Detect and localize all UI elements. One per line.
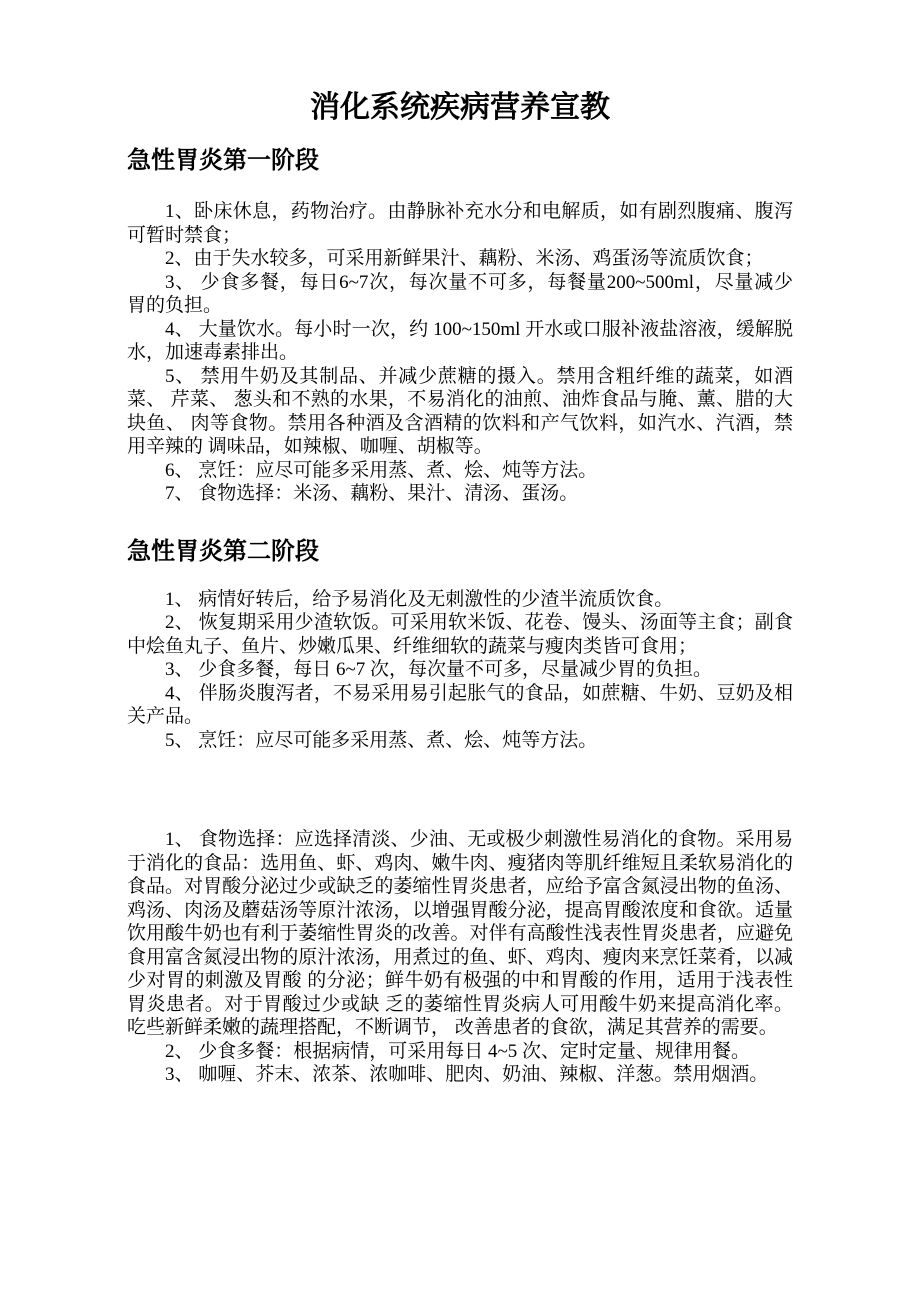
s2-list-item-4: 4、 伴肠炎腹泻者，不易采用易引起胀气的食品，如蔗糖、牛奶、豆奶及相关产品。 — [127, 682, 793, 727]
s2-list-item-5: 5、 烹饪：应尽可能多采用蒸、煮、烩、炖等方法。 — [165, 729, 598, 751]
s1-list-item-6: 6、 烹饪：应尽可能多采用蒸、煮、烩、炖等方法。 — [165, 459, 598, 481]
s2-list-item-1: 1、 病情好转后，给予易消化及无刺激性的少渣半流质饮食。 — [165, 588, 674, 610]
s3-list-item-3: 3、 咖喱、芥末、浓茶、浓咖啡、肥肉、奶油、辣椒、洋葱。禁用烟酒。 — [165, 1064, 769, 1085]
s1-list-item-7: 7、 食物选择：米汤、藕粉、果汁、清汤、蛋汤。 — [165, 483, 579, 504]
page-title: 消化系统疾病营养宣教 — [310, 91, 610, 124]
s3-list-item-1: 1、 食物选择：应选择清淡、少油、无或极少刺激性易消化的食物。采用易于消化的食品：选用鱼、虾、鸡肉、嫩牛肉、瘦猪肉等肌纤维短且柔软易消化的食品。对胃酸分泌过少或缺乏的萎缩性胃炎患者，应给予富含氮浸出物的鱼汤、鸡汤、肉汤及蘑菇汤等原汁浓汤，以增强胃酸分泌，提高胃酸浓度和食欲。适量饮用酸牛奶也有利于萎缩性胃炎的改善。对伴有高酸性浅表性胃炎患者，应避免食用富含氮浸出物的原汁浓汤，用煮过的鱼、虾、鸡肉、瘦肉来烹饪菜肴，以减少对胃的刺激及胃酸 的分泌；鲜牛奶有极强的中和胃酸的作用，适用于浅表性 胃炎患者。对于胃酸过少或缺 乏的萎缩性胃炎病人可用酸牛奶来提高消化率。 吃些新鲜柔嫩的蔬理搭配，不断调节， 改善患者的食欲，满足其营养的需要。 — [127, 829, 793, 1038]
s2-list-item-3: 3、 少食多餐，每日 6~7 次，每次量不可多，尽量减少胃的负担。 — [165, 659, 713, 680]
s3-list-item-2: 2、 少食多餐：根据病情，可采用每日 4~5 次、定时定量、规律用餐。 — [165, 1040, 751, 1062]
s1-list-item-3: 3、 少食多餐，每日6~7次，每次量不可多，每餐量200~500ml，尽量减少 胃的负担。 — [127, 271, 793, 316]
s1-list-item-5: 5、 禁用牛奶及其制品、并减少蔗糖的摄入。禁用含粗纤维的蔬菜，如酒菜、 芹菜、 葱头和不熟的水果，不易消化的油煎、油炸食品与腌、薰、腊的大块鱼、 肉等食物。禁用各种酒及含酒精的饮料和产气饮料，如汽水、汽酒，禁用辛辣的 调味品，如辣椒、咖喱、胡椒等。 — [127, 365, 793, 457]
s1-list-item-1: 1、卧床休息，药物治疗。由静脉补充水分和电解质，如有剧烈腹痛、腹泻可暂时禁食； — [127, 201, 793, 246]
section-gap — [127, 752, 793, 828]
section-heading-acute-gastritis-stage1: 急性胃炎第一阶段 — [127, 147, 319, 174]
s2-list-item-2: 2、 恢复期采用少渣软饭。可采用软米饭、花卷、馒头、汤面等主食；副食中烩鱼丸子、鱼片、炒嫩瓜果、纤维细软的蔬菜与瘦肉类皆可食用； — [127, 612, 793, 657]
s1-list-item-4: 4、 大量饮水。每小时一次，约 100~150ml 开水或口服补液盐溶液，缓解脱水，加速毒素排出。 — [127, 318, 793, 363]
s1-list-item-2: 2、由于失水较多，可采用新鲜果汁、藕粉、米汤、鸡蛋汤等流质饮食； — [165, 248, 764, 269]
section-heading-acute-gastritis-stage2: 急性胃炎第二阶段 — [127, 537, 319, 565]
